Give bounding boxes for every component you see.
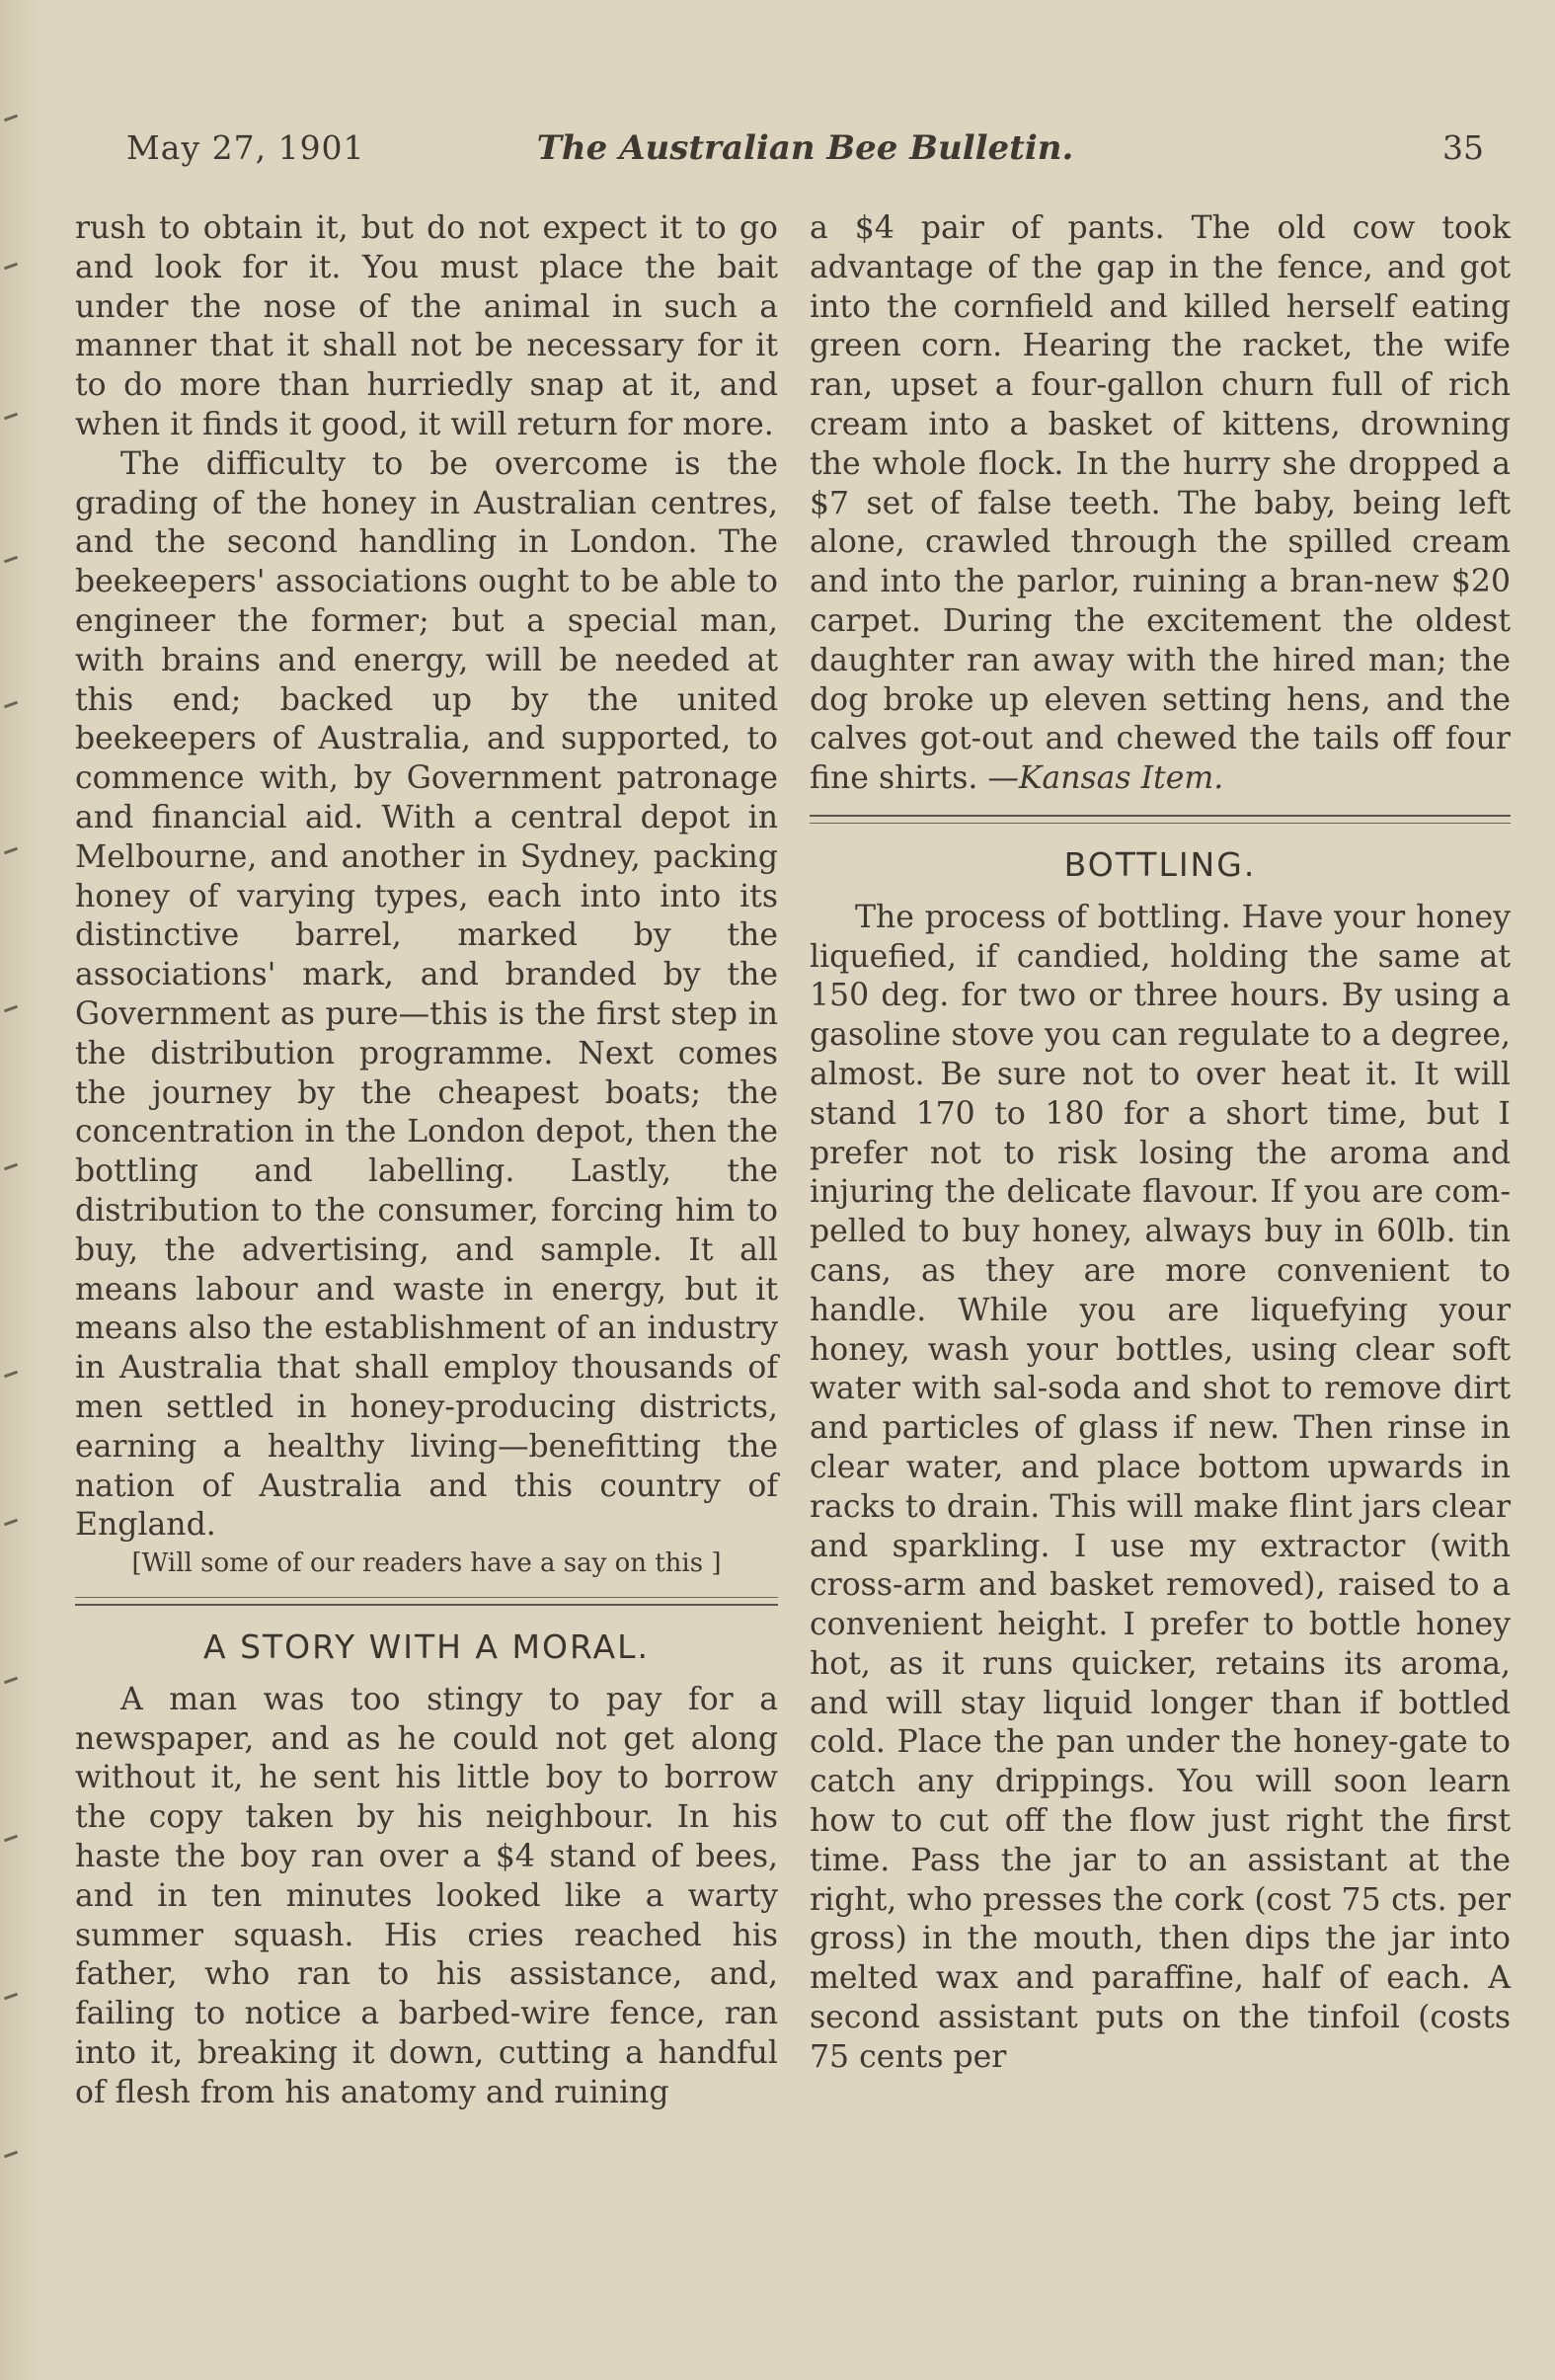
publication-title: The Australian Bee Bulletin.: [536, 128, 1074, 168]
story-paragraph: A man was too stingy to pay for a newspaper, and as he could not get along without it, he sent his little boy to borrow the copy taken by his neighbour. In his haste the boy ran over a $4 stand of bees, and in ten minutes looked like a warty summer squash. His cries reached his father, who ran to his assistance, and, failing to notice a barbed-wire fence, ran into it, breaking it down, cutting a handful of flesh from his anatomy and ruining: [75, 1681, 778, 2110]
editor-note: [Will some of our readers have a say on this ]: [131, 1548, 722, 1579]
article-paragraph: The difficulty to be overcome is the grading of the honey in Australian centres, and the second handling in London. The beekeepers' associations ought to be able to engineer the former; but a special man, with brains and energy, will be needed at this end; backed up by the united beekeepers of Australia, and supported, to commence with, by Government patronage and financial aid. With a central depot in Melbourne, and another in Sydney, packing honey of varying types, each into into its distinctive barrel, marked by the associations' mark, and branded by the Government as pure—this is the first step in the distribution programme. Next comes the journey by the cheapest boats; the concentration in the London depot, then the bottling and labelling. Lastly, the distribution to the consumer, forcing him to buy, the advertising, and sample. It all means labour and waste in energy, but it means also the establishment of an industry in Australia that shall employ thousands of men settled in honey-producing districts, earning a healthy living—benefitting the nation of Australia and this country of England.: [75, 445, 778, 1544]
right-column: [810, 209, 1511, 2078]
divider-line: [810, 815, 1511, 817]
page-binding-edge: [0, 0, 39, 2380]
bottling-heading: BOTTLING.: [1063, 844, 1257, 884]
story-heading: A STORY WITH A MORAL.: [203, 1627, 650, 1667]
left-column: [75, 209, 778, 2113]
bottling-paragraph: The process of bottling. Have your honey liquefied, if candied, holding the same at 150 deg. for two or three hours. By using a gasoline stove you can regulate to a degree, almost. Be sure not to over heat it. It will stand 170 to 180 for a short time, but I prefer not to risk losing the aroma and injuring the delicate flavour. If you are compelled to buy honey, always buy in 60lb. tin cans, as they are more convenient to handle. While you are liquefying your honey, wash your bottles, using clear soft water with sal-soda and shot to remove dirt and particles of glass if new. Then rinse in clear water, and place bottom upwards in racks to drain. This will make flint jars clear and sparkling. I use my extractor (with cross-arm and basket removed), raised to a convenient height. I prefer to bottle honey hot, as it runs quicker, retains its aroma, and will stay liquid longer than if bottled cold. Place the pan under the honey-gate to catch any drippings. You will soon learn how to cut off the flow just right the first time. Pass the jar to an assistant at the right, who presses the cork (cost 75 cts. per gross) in the mouth, then dips the jar into melted wax and paraffine, half of each. A second assistant puts on the tinfoil (costs 75 cents per: [810, 899, 1511, 2075]
divider-line: [75, 1604, 778, 1606]
page-header: [126, 128, 1484, 178]
story-continued-paragraph: a $4 pair of pants. The old cow took advantage of the gap in the fence, and got into the cornfield and killed herself eating green corn. Hearing the racket, the wife ran, upset a four-gallon churn full of rich cream into a basket of kittens, drowning the whole flock. In the hurry she dropped a $7 set of false teeth. The baby, being left alone, crawled through the spilled cream and into the parlor, ruining a bran-new $20 carpet. During the excitement the oldest daughter ran away with the hired man; the dog broke up eleven setting hens, and the calves got-out and chewed the tails off four fine shirts.: [810, 210, 1511, 797]
divider-line: [75, 1597, 778, 1598]
page-number: 35: [1442, 128, 1484, 167]
divider-line: [810, 823, 1511, 824]
issue-date: May 27, 1901: [126, 128, 365, 167]
section-divider: [75, 1597, 778, 1606]
section-divider: [810, 815, 1511, 824]
story-source: —Kansas Item.: [987, 760, 1224, 797]
article-paragraph: rush to obtain it, but do not expect it to go and look for it. You must place the bait under the nose of the animal in such a manner that it shall not be necessary for it to do more than hurriedly snap at it, and when it finds it good, it will return for more.: [75, 210, 778, 442]
